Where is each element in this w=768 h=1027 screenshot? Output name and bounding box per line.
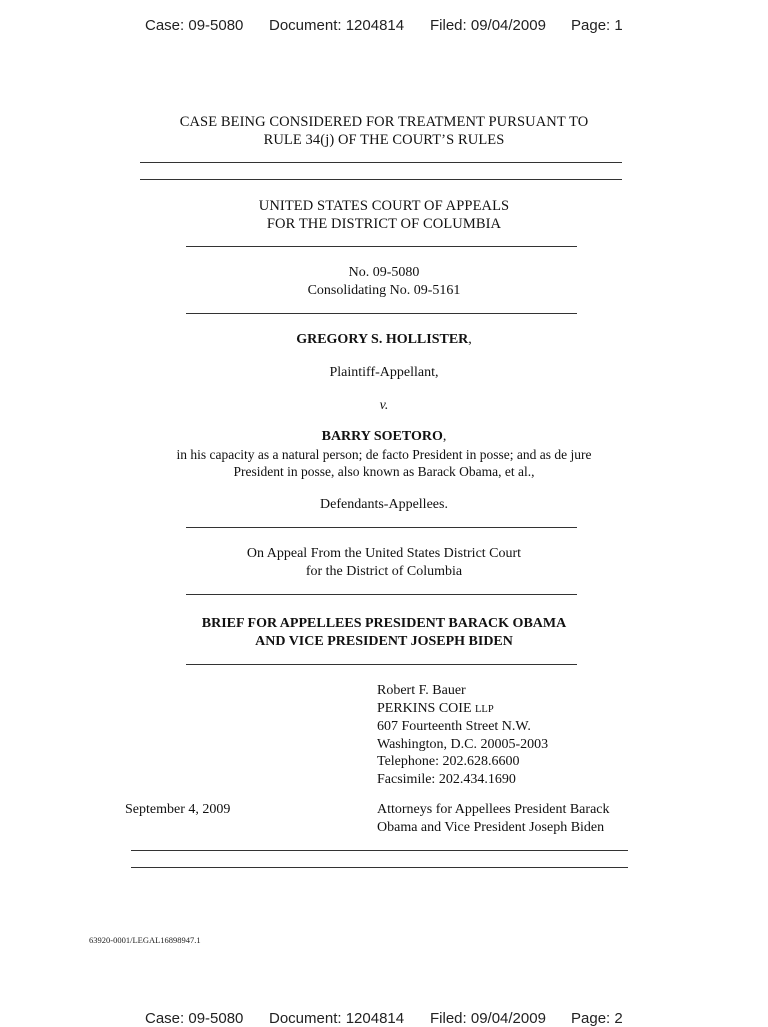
docket-number: No. 09-5080 <box>348 265 420 280</box>
plaintiff-line <box>0 331 768 349</box>
divider-docket <box>186 313 577 314</box>
attorneys-for <box>377 801 610 836</box>
counsel-block <box>377 682 548 788</box>
filing-date: September 4, 2009 <box>125 802 231 817</box>
ecf-document-number: Document: 1204814 <box>269 17 405 34</box>
divider-double-bottom-1 <box>131 850 628 851</box>
defendant-name-suffix: , <box>442 429 447 444</box>
attorneys-for-line1: Attorneys for Appellees President Barack <box>377 802 610 817</box>
divider-court <box>186 246 577 247</box>
counsel-street: 607 Fourteenth Street N.W. <box>377 719 531 734</box>
counsel-city: Washington, D.C. 20005-2003 <box>377 736 549 752</box>
plaintiff-name-suffix: , <box>468 332 472 347</box>
rule-notice-line1: CASE BEING CONSIDERED FOR TREATMENT PURSUANT TO <box>179 114 589 130</box>
counsel-name: Robert F. Bauer <box>377 683 466 698</box>
counsel-firm-line <box>377 700 548 719</box>
defendant-capacity-line1: in his capacity as a natural person; de facto President in posse; and as de jure <box>176 447 592 462</box>
ecf2-page-number: Page: 2 <box>571 1010 623 1027</box>
rule-notice-line2: RULE 34(j) OF THE COURT’S RULES <box>263 132 505 148</box>
plaintiff-role: Plaintiff-Appellant, <box>329 365 439 380</box>
counsel-telephone: Telephone: 202.628.6600 <box>377 754 520 769</box>
ecf2-filed-date: Filed: 09/04/2009 <box>430 1010 546 1027</box>
divider-double-top-2 <box>140 179 622 180</box>
appeal-line1: On Appeal From the United States District Court <box>246 546 522 561</box>
divider-appeal <box>186 594 577 595</box>
court-name-line1: UNITED STATES COURT OF APPEALS <box>258 198 510 214</box>
divider-double-top-1 <box>140 162 622 163</box>
defendant-capacity-line2: President in posse, also known as Barack Obama, et al., <box>233 464 535 479</box>
counsel-firm-suffix: LLP <box>475 703 494 715</box>
versus: v. <box>379 398 389 413</box>
ecf-case-number: Case: 09-5080 <box>145 17 244 34</box>
brief-title-line1: BRIEF FOR APPELLEES PRESIDENT BARACK OBAMA <box>201 616 567 631</box>
ecf2-document-number: Document: 1204814 <box>269 1010 405 1027</box>
divider-double-bottom-2 <box>131 867 628 868</box>
divider-title <box>186 664 577 665</box>
defendant-line <box>0 428 768 446</box>
appeal-line2: for the District of Columbia <box>305 564 463 579</box>
document-id: 63920-0001/LEGAL16898947.1 <box>89 935 201 945</box>
defendant-name: BARRY SOETORO <box>321 429 443 444</box>
counsel-facsimile: Facsimile: 202.434.1690 <box>377 771 516 787</box>
docket-consolidating: Consolidating No. 09-5161 <box>307 283 461 298</box>
attorneys-for-line2: Obama and Vice President Joseph Biden <box>377 819 605 835</box>
ecf-page-number: Page: 1 <box>571 17 623 34</box>
court-name-line2: FOR THE DISTRICT OF COLUMBIA <box>266 216 502 232</box>
divider-parties <box>186 527 577 528</box>
plaintiff-name: GREGORY S. HOLLISTER <box>296 332 469 347</box>
ecf-filed-date: Filed: 09/04/2009 <box>430 17 546 34</box>
defendant-role: Defendants-Appellees. <box>320 497 448 512</box>
ecf2-case-number: Case: 09-5080 <box>145 1010 244 1027</box>
counsel-firm: PERKINS COIE <box>377 700 472 716</box>
brief-title-line2: AND VICE PRESIDENT JOSEPH BIDEN <box>255 634 513 649</box>
